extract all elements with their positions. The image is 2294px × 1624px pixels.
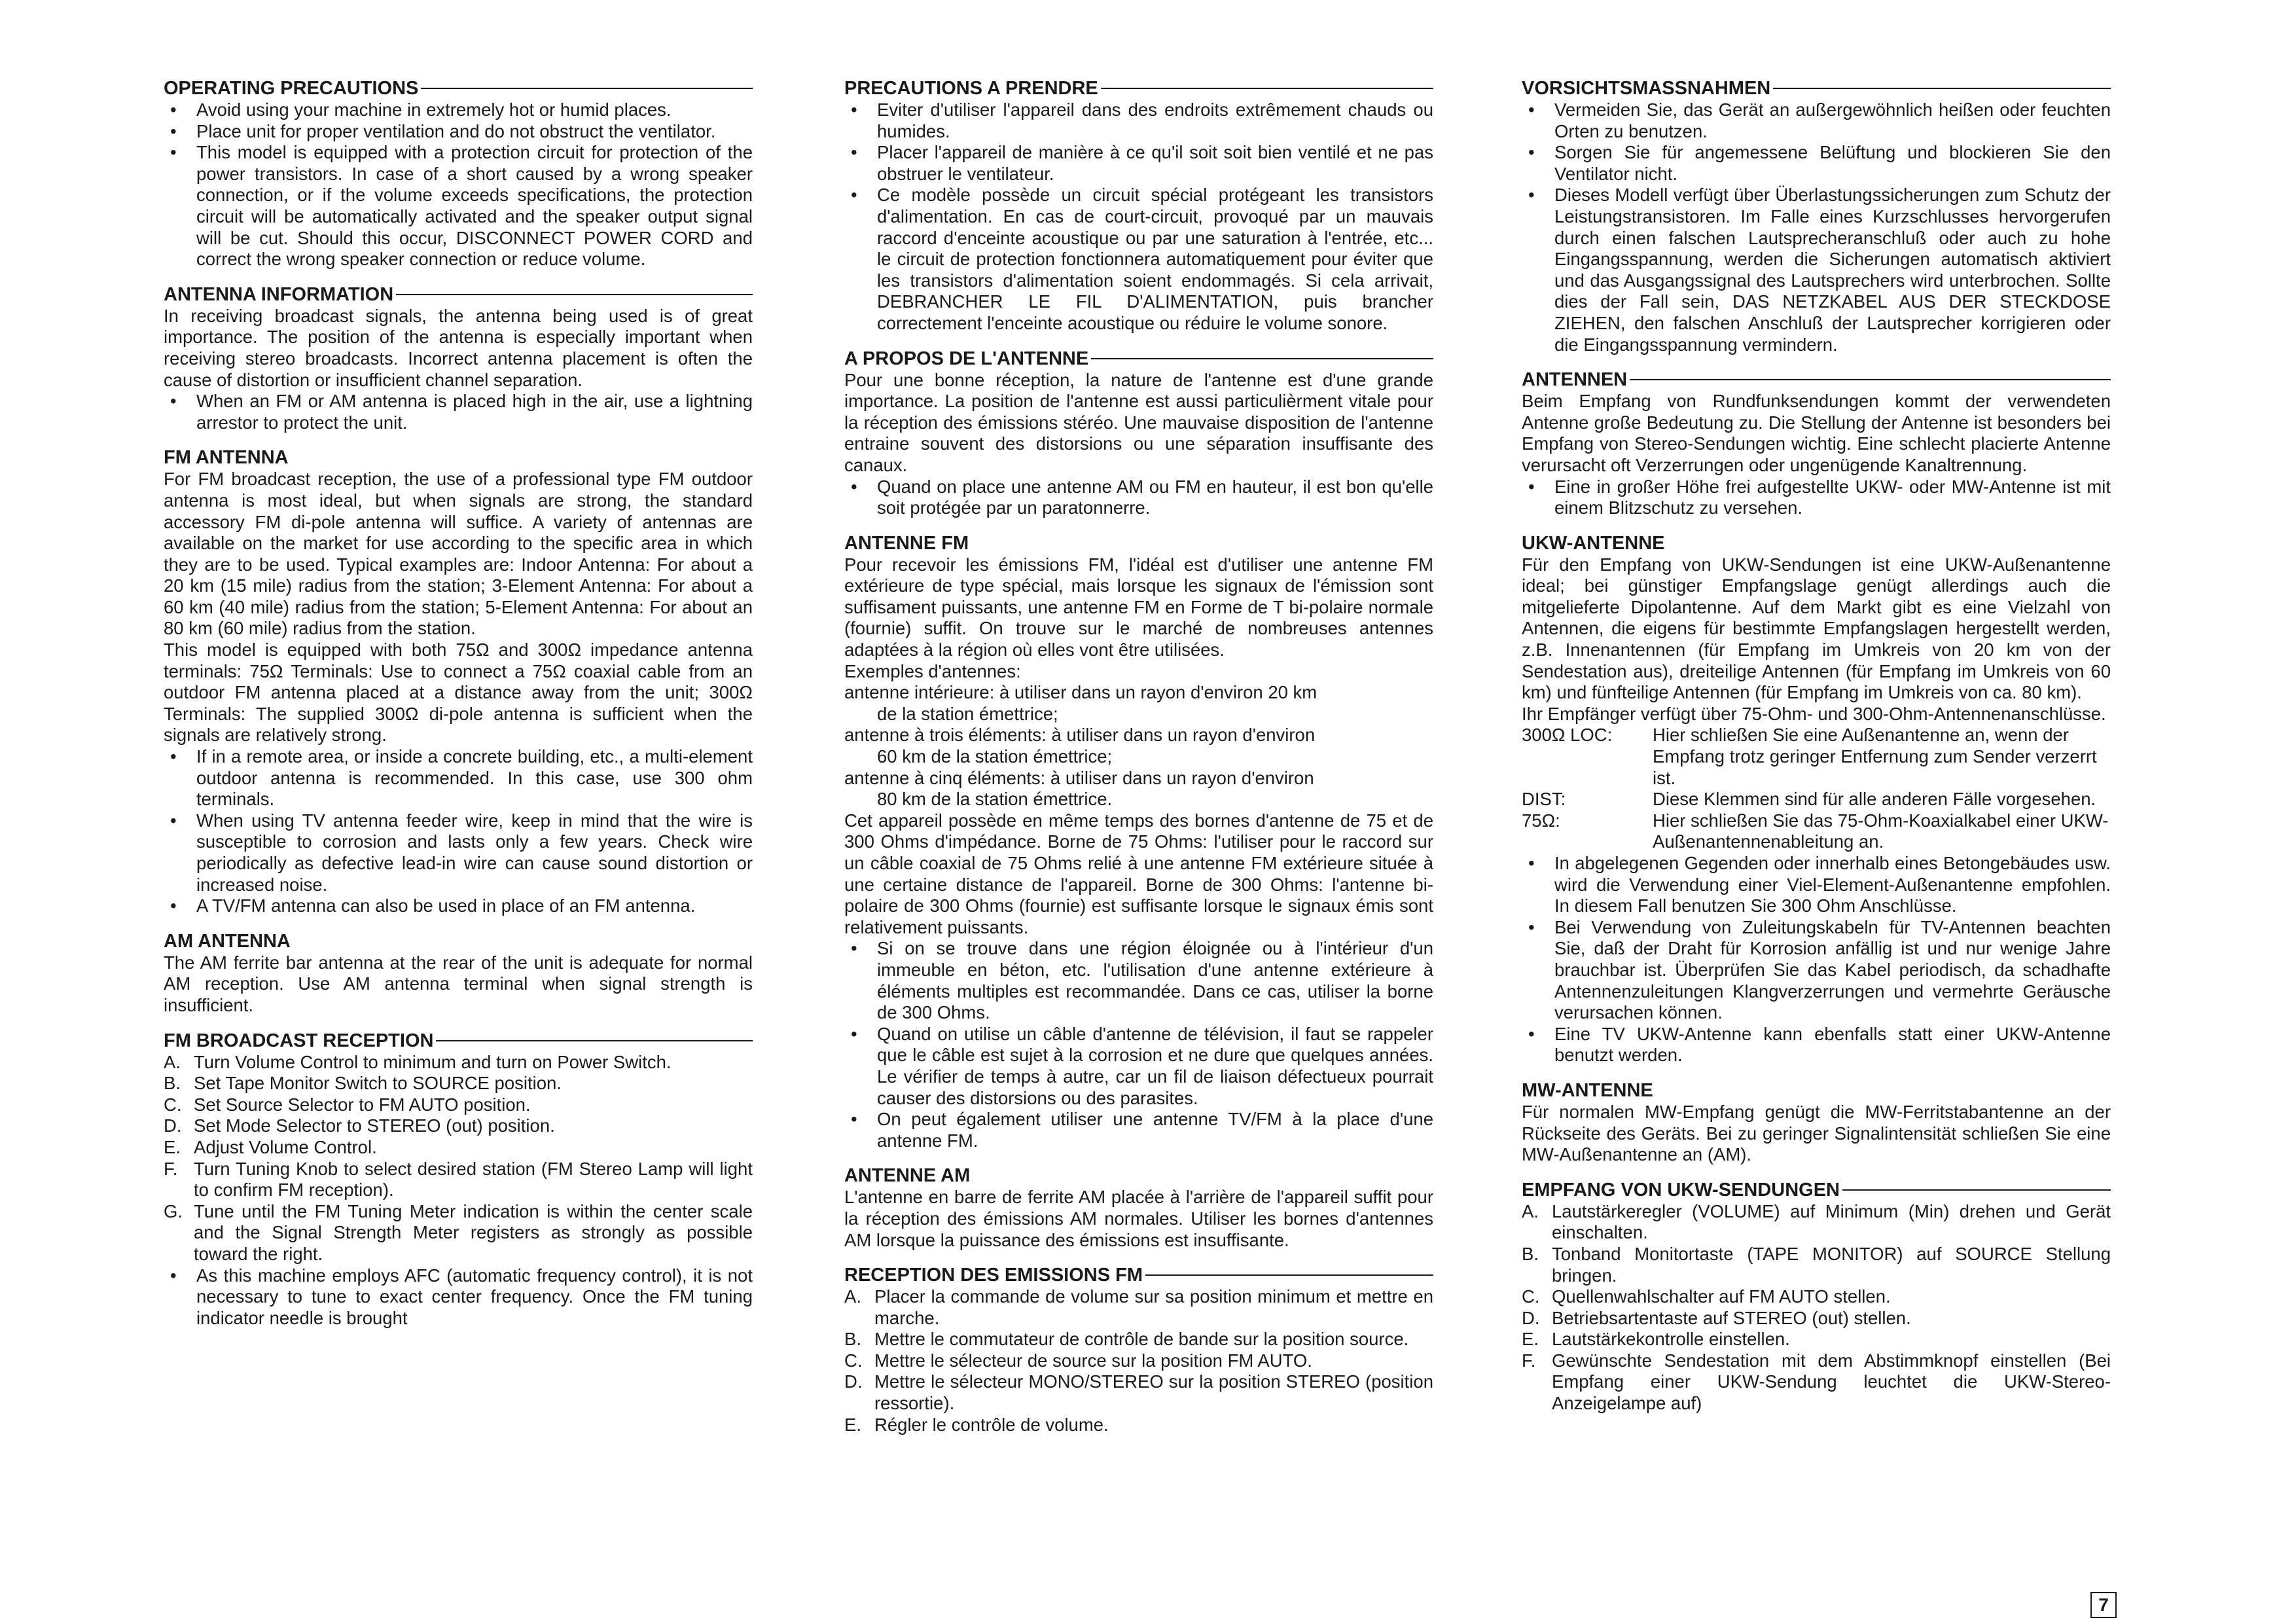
fm-antenna-heading: FM ANTENNA — [164, 447, 289, 469]
precautions-section — [844, 77, 1433, 334]
list-item: • As this machine employs AFC (automatic frequency control), it is not necessary to tune to exact center frequency. Once the FM tuning indicator needle is brought — [164, 1265, 753, 1329]
example-lead: antenne à trois éléments: à utiliser dans un rayon d'environ — [844, 725, 1316, 746]
step-label: D. — [1522, 1307, 1540, 1328]
paragraph: This model is equipped with both 75Ω and 300Ω impedance antenna terminals: 75Ω Terminals: Use to connect a 75Ω coaxial cable from an outdoor FM antenna placed at a distance away from the unit; 300Ω Terminals: The supplied 300Ω di-pole antenna is sufficient when the signals are relatively strong. — [164, 640, 753, 746]
step-label: A. — [844, 1286, 861, 1307]
example-lead: antenne intérieure: à utiliser dans un rayon d'environ 20 km — [844, 682, 1317, 703]
list-item: • Quand on place une antenne AM ou FM en hauteur, il est bon qu'elle soit protégée par un paratonnerre. — [844, 477, 1433, 519]
fm-antenna-heading: ANTENNE FM — [844, 532, 969, 554]
am-antenna-heading: ANTENNE AM — [844, 1165, 971, 1187]
step-text: Quellenwahlschalter auf FM AUTO stellen. — [1552, 1286, 1891, 1307]
step-item — [1522, 1308, 2111, 1329]
bullet-list — [164, 746, 753, 917]
step-label: C. — [844, 1350, 863, 1371]
step-text: Lautstärkekontrolle einstellen. — [1552, 1329, 1790, 1350]
bullet-list — [164, 391, 753, 433]
example-continuation: 60 km de la station émettrice; — [877, 746, 1113, 767]
list-item: • Eviter d'utiliser l'appareil dans des endroits extrêmement chauds ou humides. — [844, 99, 1433, 142]
fm-reception-section — [844, 1264, 1433, 1435]
fm-reception-heading: RECEPTION DES EMISSIONS FM — [844, 1264, 1433, 1286]
french-column — [844, 77, 1433, 1449]
paragraph: In receiving broadcast signals, the antenna being used is of great importance. The position of the antenna is especially important when receiving stereo broadcasts. Incorrect antenna placement is often the cause of distortion or insufficient channel separation. — [164, 305, 753, 390]
step-item — [164, 1137, 753, 1159]
list-item: • When using TV antenna feeder wire, keep in mind that the wire is susceptible to corrosion and lasts only a few years. Check wire periodically as defective lead-in wire can cause sound distortion or increased noise. — [164, 810, 753, 895]
list-item: • Eine in großer Höhe frei aufgestellte UKW- oder MW-Antenne ist mit einem Blitzschutz zu versehen. — [1522, 477, 2111, 519]
paragraph: Pour recevoir les émissions FM, l'idéal est d'utiliser une antenne FM extérieure de type spécial, mais lorsque les signaux de l'émission sont suffisament puissants, une antenne FM en Forme de T bi-polaire normale (fournie) suffit. On trouve sur le marché de nombreuses antennes adaptées à la région où elles vont être utilisées. — [844, 554, 1433, 660]
terminal-text: Hier schließen Sie eine Außenantenne an, wenn der Empfang trotz geringer Entfernung zum Sender verzerrt ist. — [1653, 725, 2097, 788]
am-antenna-heading: AM ANTENNA — [164, 930, 291, 952]
am-antenna-section — [844, 1164, 1433, 1251]
step-label: G. — [164, 1200, 183, 1221]
ukw-antenna-heading: UKW-ANTENNE — [1522, 532, 1665, 554]
terminal-list — [1522, 725, 2111, 853]
step-text: Lautstärkeregler (VOLUME) auf Minimum (Min) drehen und Gerät einschalten. — [1552, 1200, 2111, 1243]
step-list — [844, 1286, 1433, 1435]
antenna-about-section — [844, 348, 1433, 519]
bullet-list — [844, 99, 1433, 334]
step-text: Mettre le sélecteur de source sur la position FM AUTO. — [874, 1350, 1312, 1371]
fm-reception-heading: FM BROADCAST RECEPTION — [164, 1030, 753, 1052]
mw-antenna-section — [1522, 1079, 2111, 1166]
operating-precautions-list — [164, 99, 753, 270]
paragraph: The AM ferrite bar antenna at the rear of the unit is adequate for normal AM reception. Use AM antenna terminal when signal strength is insufficient. — [164, 952, 753, 1015]
precautions-section — [1522, 77, 2111, 355]
fm-antenna-section — [164, 446, 753, 916]
step-text: Set Mode Selector to STEREO (out) position. — [194, 1115, 555, 1136]
bullet-list — [1522, 477, 2111, 519]
antenna-information-section — [164, 283, 753, 434]
step-label: F. — [1522, 1350, 1536, 1371]
fm-reception-section — [164, 1030, 753, 1329]
operating-precautions-section — [164, 77, 753, 270]
step-text: Régler le contrôle de volume. — [874, 1414, 1109, 1435]
step-label: F. — [164, 1158, 178, 1179]
paragraph: Für normalen MW-Empfang genügt die MW-Ferritstabantenne an der Rückseite des Geräts. Bei zu geringer Signalintensität schließen Sie eine MW-Außenantenne an (AM). — [1522, 1101, 2111, 1165]
step-label: E. — [844, 1414, 861, 1435]
step-item — [164, 1159, 753, 1201]
bullet-list — [164, 1265, 753, 1329]
step-item — [164, 1201, 753, 1265]
terminal-item — [1522, 810, 2111, 853]
step-label: A. — [1522, 1200, 1539, 1221]
step-text: Gewünschte Sendestation mit dem Abstimmknopf einstellen (Bei Empfang einer UKW-Sendung leuchtet die UKW-Stereo-Anzeigelampe auf) — [1552, 1350, 2111, 1414]
step-item — [1522, 1350, 2111, 1415]
list-item: • Eine TV UKW-Antenne kann ebenfalls statt einer UKW-Antenne benutzt werden. — [1522, 1024, 2111, 1066]
operating-precautions-heading: OPERATING PRECAUTIONS — [164, 77, 753, 99]
example-continuation: de la station émettrice; — [877, 703, 1058, 724]
step-item — [844, 1371, 1433, 1414]
step-text: Tune until the FM Tuning Meter indication is within the center scale and the Signal Strength Meter registers as strongly as possible toward the right. — [194, 1200, 753, 1264]
list-item: • A TV/FM antenna can also be used in place of an FM antenna. — [164, 895, 753, 917]
step-label: C. — [1522, 1286, 1540, 1307]
step-item — [844, 1329, 1433, 1350]
list-item: • Quand on utilise un câble d'antenne de télévision, il faut se rappeler que le câble est sujet à la corrosion et ne dure que quelques années. Le vérifier de temps à autre, car un fil de liaison défectueux pourrait causer des distorsions ou des parasites. — [844, 1024, 1433, 1109]
example-continuation: 80 km de la station émettrice. — [877, 789, 1113, 810]
list-item: • Dieses Modell verfügt über Überlastungssicherungen zum Schutz der Leistungstransistoren. Im Falle eines Kurzschlusses hervorgerufen durch einen falschen Lautsprecheranschluß oder auch zu hohe Eingangsspannung, werden die Sicherungen automatisch aktiviert und das Ausgangssignal des Lautsprechers wird unterbrochen. Sollte dies der Fall sein, DAS NETZKABEL AUS DER STECKDOSE ZIEHEN, den falschen Anschluß der Lautsprecher korrigieren oder die Eingangsspannung vermindern. — [1522, 185, 2111, 355]
list-item: • This model is equipped with a protection circuit for protection of the power transistors. In case of a short caused by a wrong speaker connection, or if the volume exceeds specifications, the protection circuit will be automatically activated and the speaker output signal will be cut. Should this occur, DISCONNECT POWER CORD and correct the wrong speaker connection or reduce volume. — [164, 142, 753, 270]
list-item: • Ce modèle possède un circuit spécial protégeant les transistors d'alimentation. En cas de court-circuit, provoqué par un mauvais raccord d'enceinte acoustique ou par une saturation à l'entrée, etc... le circuit de protection fonctionnera automatiquement pour éviter que les transistors d'alimentation soient endommagés. Si cela arrivait, DEBRANCHER LE FIL D'ALIMENTATION, puis brancher correctement l'enceinte acoustique ou réduire le volume sonore. — [844, 185, 1433, 334]
step-text: Turn Tuning Knob to select desired station (FM Stereo Lamp will light to confirm FM reception). — [194, 1158, 753, 1200]
step-list — [164, 1052, 753, 1265]
step-text: Tonband Monitortaste (TAPE MONITOR) auf SOURCE Stellung bringen. — [1552, 1243, 2111, 1286]
fm-antenna-section — [844, 532, 1433, 1152]
step-item — [844, 1415, 1433, 1436]
terminal-key: DIST: — [1522, 789, 1566, 810]
list-item: • On peut également utiliser une antenne TV/FM à la place d'une antenne FM. — [844, 1109, 1433, 1151]
antenna-about-heading: A PROPOS DE L'ANTENNE — [844, 348, 1433, 370]
ukw-reception-heading: EMPFANG VON UKW-SENDUNGEN — [1522, 1179, 2111, 1201]
antennas-heading: ANTENNEN — [1522, 369, 2111, 391]
terminal-text: Diese Klemmen sind für alle anderen Fälle vorgesehen. — [1653, 789, 2096, 810]
step-item — [164, 1094, 753, 1116]
antenna-information-heading: ANTENNA INFORMATION — [164, 283, 753, 306]
step-label: E. — [164, 1136, 181, 1157]
example-lead: antenne à cinq éléments: à utiliser dans un rayon d'environ — [844, 767, 1314, 788]
step-item — [1522, 1201, 2111, 1244]
english-column — [164, 77, 753, 1342]
paragraph: Für den Empfang von UKW-Sendungen ist eine UKW-Außenantenne ideal; bei günstiger Empfangslage genügt allerdings auch die mitgelieferte Dipolantenne. Auf dem Markt gibt es eine Vielzahl von Antennen, die eigens für bestimmte Empfangslagen hergestellt werden, z.B. Innenantennen (für Empfang im Umkreis von 20 km von der Sendestation aus), dreiteilige Antennen (für Empfang im Umkreis von 60 km) und fünfteilige Antennen (für Empfang im Umkreis von ca. 80 km). — [1522, 554, 2111, 703]
paragraph: For FM broadcast reception, the use of a professional type FM outdoor antenna is most ideal, but when signals are strong, the standard accessory FM di-pole antenna will suffice. A variety of antennas are available on the market for use according to the specific area in which they are to be used. Typical examples are: Indoor Antenna: For about a 20 km (15 mile) radius from the station; 3-Element Antenna: For about a 60 km (40 mile) radius from the station; 5-Element Antenna: For about an 80 km (60 mile) radius from the station. — [164, 469, 753, 639]
bullet-list — [844, 477, 1433, 519]
list-item: • Place unit for proper ventilation and do not obstruct the ventilator. — [164, 121, 753, 143]
terminal-item — [1522, 789, 2111, 810]
paragraph: Ihr Empfänger verfügt über 75-Ohm- und 300-Ohm-Antennenanschlüsse. — [1522, 703, 2106, 724]
step-text: Set Tape Monitor Switch to SOURCE position. — [194, 1073, 562, 1094]
bullet-list — [1522, 99, 2111, 355]
precautions-heading: VORSICHTSMASSNAHMEN — [1522, 77, 2111, 99]
antennas-section — [1522, 369, 2111, 519]
paragraph: Exemples d'antennes: — [844, 660, 1021, 681]
examples-list — [844, 682, 1433, 810]
list-item: • If in a remote area, or inside a concrete building, etc., a multi-element outdoor antenna is recommended. In this case, use 300 ohm terminals. — [164, 746, 753, 810]
step-text: Placer la commande de volume sur sa position minimum et mettre en marche. — [874, 1286, 1433, 1328]
terminal-text: Hier schließen Sie das 75-Ohm-Koaxialkabel einer UKW-Außenantennenableitung an. — [1653, 810, 2109, 852]
precautions-heading: PRECAUTIONS A PRENDRE — [844, 77, 1433, 99]
german-column — [1522, 77, 2111, 1428]
paragraph: Beim Empfang von Rundfunksendungen kommt der verwendeten Antenne große Bedeutung zu. Die Stellung der Antenne ist besonders bei Empfang von Stereo-Sendungen wichtig. Eine schlecht placierte Antenne verursacht oft Verzerrungen oder ungenügende Kanaltrennung. — [1522, 391, 2111, 475]
list-item: • When an FM or AM antenna is placed high in the air, use a lightning arrestor to protect the unit. — [164, 391, 753, 433]
step-item — [1522, 1244, 2111, 1286]
step-item — [164, 1052, 753, 1074]
paragraph: L'antenne en barre de ferrite AM placée à l'arrière de l'appareil suffit pour la réception des émissions AM normales. Utiliser les bornes d'antennes AM lorsque la puissance des émissions est insuffisante. — [844, 1187, 1433, 1250]
bullet-list — [844, 938, 1433, 1151]
list-item: • Vermeiden Sie, das Gerät an außergewöhnlich heißen oder feuchten Orten zu benutzen. — [1522, 99, 2111, 142]
step-item — [844, 1286, 1433, 1329]
step-label: B. — [164, 1073, 181, 1094]
step-item — [844, 1350, 1433, 1372]
step-label: A. — [164, 1051, 181, 1072]
step-label: E. — [1522, 1329, 1539, 1350]
step-label: D. — [164, 1115, 182, 1136]
step-list — [1522, 1201, 2111, 1415]
step-text: Betriebsartentaste auf STEREO (out) stellen. — [1552, 1307, 1911, 1328]
step-label: D. — [844, 1371, 863, 1392]
ukw-reception-section — [1522, 1179, 2111, 1415]
ukw-antenna-section — [1522, 532, 2111, 1066]
list-item: • Bei Verwendung von Zuleitungskabeln für TV-Antennen beachten Sie, daß der Draht für Korrosion anfällig ist und nur wenige Jahre brauchbar ist. Überprüfen Sie das Kabel periodisch, da schadhafte Antennenzuleitungen Klangverzerrungen und vermehrte Geräusche verursachen können. — [1522, 917, 2111, 1024]
step-text: Mettre le sélecteur MONO/STEREO sur la position STEREO (position ressortie). — [874, 1371, 1433, 1414]
step-label: B. — [844, 1329, 861, 1350]
terminal-key: 75Ω: — [1522, 810, 1560, 831]
step-item — [164, 1073, 753, 1094]
list-item: • Si on se trouve dans une région éloignée ou à l'intérieur d'un immeuble en béton, etc. l'utilisation d'une antenne extérieure à éléments multiples est recommandée. Dans ce cas, utiliser la borne de 300 Ohms. — [844, 938, 1433, 1023]
step-text: Turn Volume Control to minimum and turn on Power Switch. — [194, 1051, 672, 1072]
am-antenna-section — [164, 930, 753, 1017]
step-item — [1522, 1286, 2111, 1308]
list-item: • Placer l'appareil de manière à ce qu'il soit soit bien ventilé et ne pas obstruer le ventilateur. — [844, 142, 1433, 185]
list-item: • Avoid using your machine in extremely hot or humid places. — [164, 99, 753, 121]
mw-antenna-heading: MW-ANTENNE — [1522, 1079, 1653, 1101]
step-text: Set Source Selector to FM AUTO position. — [194, 1094, 531, 1115]
bullet-list — [1522, 853, 2111, 1066]
paragraph: Pour une bonne réception, la nature de l'antenne est d'une grande importance. La position de l'antenne est aussi particulièrment vitale pour la réception des émissions stéréo. Une mauvaise disposition de l'antenne entraine souvent des distorsions ou une séparation insuffisante des canaux. — [844, 369, 1433, 475]
page-number: 7 — [2090, 1592, 2117, 1618]
step-text: Adjust Volume Control. — [194, 1136, 377, 1157]
step-label: C. — [164, 1094, 182, 1115]
terminal-key: 300Ω LOC: — [1522, 725, 1613, 746]
step-label: B. — [1522, 1243, 1539, 1264]
step-text: Mettre le commutateur de contrôle de bande sur la position source. — [874, 1329, 1409, 1350]
step-item — [164, 1115, 753, 1137]
terminal-item — [1522, 725, 2111, 789]
paragraph: Cet appareil possède en même temps des bornes d'antenne de 75 et de 300 Ohms d'impédance. Borne de 75 Ohms: l'utiliser pour le raccord sur un câble coaxial de 75 Ohms relié à une antenne FM extérieure située à une certaine distance de l'appareil. Borne de 300 Ohms: l'antenne bi-polaire de 300 Ohms (fournie) est suffisante lorsque le signaux émis sont relativement puissants. — [844, 810, 1433, 937]
list-item: • In abgelegenen Gegenden oder innerhalb eines Betongebäudes usw. wird die Verwendung einer Viel-Element-Außenantenne empfohlen. In diesem Fall benutzen Sie 300 Ohm Anschlüsse. — [1522, 853, 2111, 917]
list-item: • Sorgen Sie für angemessene Belüftung und blockieren Sie den Ventilator nicht. — [1522, 142, 2111, 185]
step-item — [1522, 1329, 2111, 1350]
